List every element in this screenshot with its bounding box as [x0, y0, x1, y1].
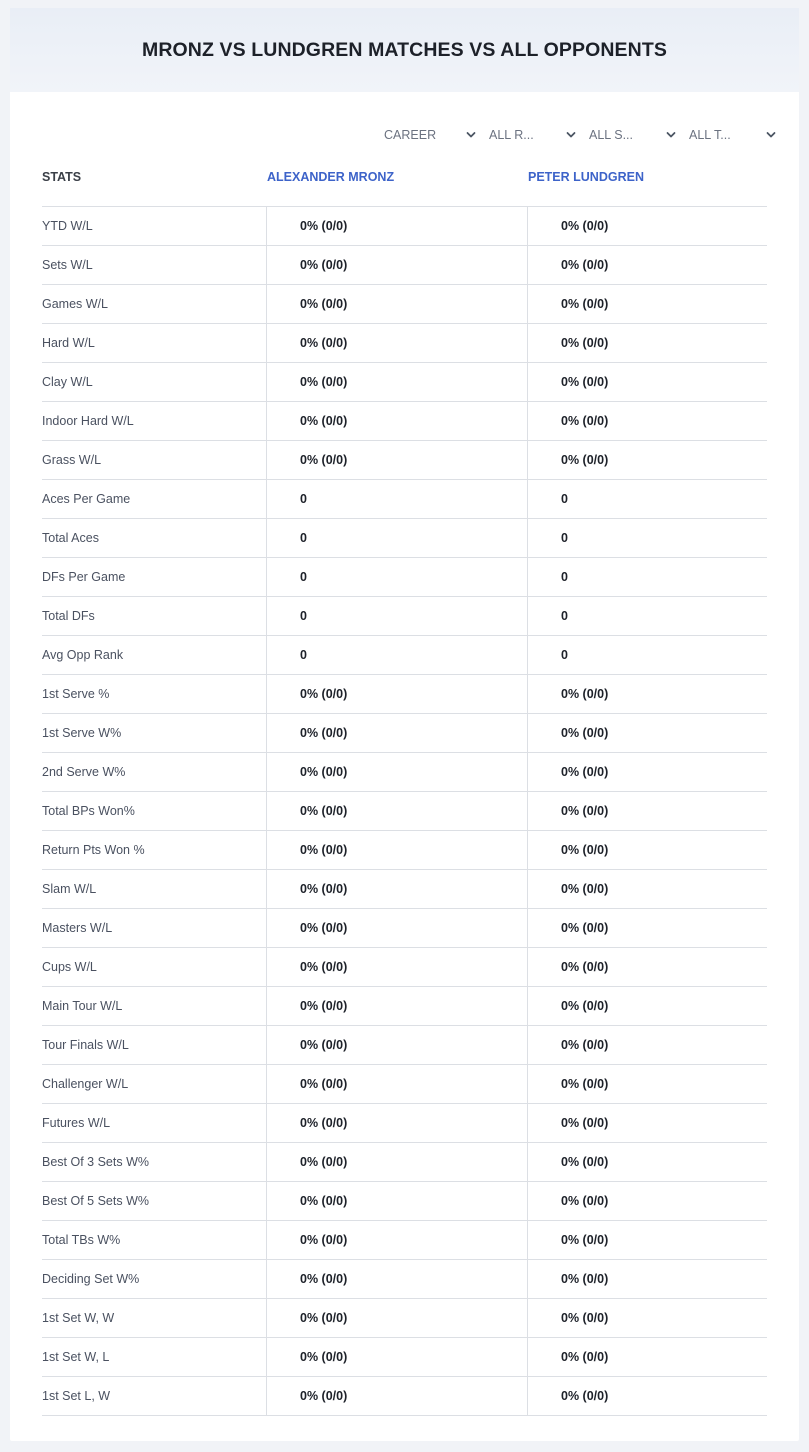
stat-label: Futures W/L [42, 1116, 111, 1130]
player2-stat-value: 0 [527, 519, 767, 557]
player1-stat-value: 0% (0/0) [266, 1104, 527, 1142]
player2-stat-value: 0% (0/0) [527, 1260, 767, 1298]
table-row [42, 1299, 767, 1338]
stat-label: Total TBs W% [42, 1233, 121, 1247]
player2-stat-value: 0% (0/0) [527, 285, 767, 323]
player1-stat-value: 0% (0/0) [266, 792, 527, 830]
table-row [42, 519, 767, 558]
stat-label: Indoor Hard W/L [42, 414, 134, 428]
stat-label: DFs Per Game [42, 570, 126, 584]
filter-label: ALL R... [489, 128, 534, 142]
player2-stat-value: 0% (0/0) [527, 1299, 767, 1337]
player2-stat-value: 0% (0/0) [527, 324, 767, 362]
table-row [42, 558, 767, 597]
player2-stat-value: 0% (0/0) [527, 363, 767, 401]
stat-label: Hard W/L [42, 336, 95, 350]
player1-stat-value: 0% (0/0) [266, 753, 527, 791]
table-row [42, 207, 767, 246]
player1-stat-value: 0% (0/0) [266, 1299, 527, 1337]
filter-period-select[interactable] [384, 125, 476, 145]
stat-label: Avg Opp Rank [42, 648, 124, 662]
table-row [42, 1065, 767, 1104]
player1-stat-value: 0% (0/0) [266, 1026, 527, 1064]
player2-stat-value: 0% (0/0) [527, 1104, 767, 1142]
player2-stat-value: 0% (0/0) [527, 1221, 767, 1259]
column-header-player1-link[interactable]: ALEXANDER MRONZ [267, 170, 395, 184]
player2-stat-value: 0% (0/0) [527, 1026, 767, 1064]
player2-stat-value: 0 [527, 480, 767, 518]
table-row [42, 480, 767, 519]
player1-stat-value: 0 [266, 558, 527, 596]
table-row [42, 1182, 767, 1221]
stat-label: Total DFs [42, 609, 95, 623]
player1-stat-value: 0 [266, 636, 527, 674]
stats-table [42, 206, 767, 1416]
stat-label: 1st Set W, L [42, 1350, 110, 1364]
column-header-player2-link[interactable]: PETER LUNDGREN [528, 170, 644, 184]
player2-stat-value: 0% (0/0) [527, 792, 767, 830]
player1-stat-value: 0% (0/0) [266, 870, 527, 908]
player2-stat-value: 0% (0/0) [527, 1065, 767, 1103]
player2-stat-value: 0% (0/0) [527, 1377, 767, 1415]
table-row [42, 948, 767, 987]
filter-tournament-select[interactable] [676, 125, 776, 145]
player2-stat-value: 0% (0/0) [527, 948, 767, 986]
stat-label: Return Pts Won % [42, 843, 145, 857]
stat-label: Aces Per Game [42, 492, 131, 506]
player1-stat-value: 0 [266, 597, 527, 635]
chevron-down-icon [566, 130, 576, 140]
player2-stat-value: 0% (0/0) [527, 714, 767, 752]
player2-stat-value: 0% (0/0) [527, 207, 767, 245]
player1-stat-value: 0% (0/0) [266, 207, 527, 245]
table-row [42, 987, 767, 1026]
player2-stat-value: 0% (0/0) [527, 909, 767, 947]
table-row [42, 909, 767, 948]
player2-stat-value: 0% (0/0) [527, 402, 767, 440]
player1-stat-value: 0% (0/0) [266, 1338, 527, 1376]
stat-label: Main Tour W/L [42, 999, 123, 1013]
chevron-down-icon [466, 130, 476, 140]
table-row [42, 402, 767, 441]
stat-label: Total BPs Won% [42, 804, 135, 818]
player2-stat-value: 0% (0/0) [527, 1338, 767, 1376]
chevron-down-icon [766, 130, 776, 140]
stat-label: 1st Set W, W [42, 1311, 115, 1325]
card-header [10, 8, 799, 92]
table-row [42, 636, 767, 675]
table-row [42, 597, 767, 636]
table-row [42, 324, 767, 363]
stat-label: 2nd Serve W% [42, 765, 126, 779]
table-row [42, 441, 767, 480]
player1-stat-value: 0% (0/0) [266, 441, 527, 479]
stat-label: Slam W/L [42, 882, 97, 896]
table-row [42, 831, 767, 870]
player2-stat-value: 0% (0/0) [527, 1182, 767, 1220]
player2-stat-value: 0% (0/0) [527, 246, 767, 284]
stat-label: Clay W/L [42, 375, 93, 389]
table-row [42, 1221, 767, 1260]
table-row [42, 714, 767, 753]
stat-label: Games W/L [42, 297, 108, 311]
table-row [42, 1260, 767, 1299]
player1-stat-value: 0% (0/0) [266, 324, 527, 362]
table-row [42, 1026, 767, 1065]
table-row [42, 246, 767, 285]
player2-stat-value: 0% (0/0) [527, 987, 767, 1025]
stat-label: 1st Set L, W [42, 1389, 111, 1403]
stat-label: Best Of 5 Sets W% [42, 1194, 149, 1208]
filter-round-select[interactable] [476, 125, 576, 145]
stat-label: Grass W/L [42, 453, 102, 467]
stat-label: Sets W/L [42, 258, 93, 272]
player2-stat-value: 0% (0/0) [527, 441, 767, 479]
player1-stat-value: 0 [266, 480, 527, 518]
player1-stat-value: 0% (0/0) [266, 1182, 527, 1220]
player1-stat-value: 0% (0/0) [266, 1221, 527, 1259]
filter-label: CAREER [384, 128, 437, 142]
stat-label: 1st Serve W% [42, 726, 122, 740]
player2-stat-value: 0% (0/0) [527, 753, 767, 791]
stat-label: Masters W/L [42, 921, 113, 935]
player1-stat-value: 0% (0/0) [266, 831, 527, 869]
player2-stat-value: 0 [527, 636, 767, 674]
filter-surface-select[interactable] [576, 125, 676, 145]
stat-label: Best Of 3 Sets W% [42, 1155, 149, 1169]
player1-stat-value: 0% (0/0) [266, 402, 527, 440]
player1-stat-value: 0% (0/0) [266, 1065, 527, 1103]
table-row [42, 1104, 767, 1143]
player1-stat-value: 0% (0/0) [266, 246, 527, 284]
stat-label: Deciding Set W% [42, 1272, 140, 1286]
table-row [42, 363, 767, 402]
player1-stat-value: 0% (0/0) [266, 1143, 527, 1181]
player2-stat-value: 0 [527, 597, 767, 635]
player1-stat-value: 0% (0/0) [266, 948, 527, 986]
stat-label: Challenger W/L [42, 1077, 129, 1091]
chevron-down-icon [666, 130, 676, 140]
table-row [42, 870, 767, 909]
player2-stat-value: 0% (0/0) [527, 831, 767, 869]
page-title: MRONZ VS LUNDGREN MATCHES VS ALL OPPONENTS [142, 38, 667, 61]
table-row [42, 792, 767, 831]
player1-stat-value: 0% (0/0) [266, 714, 527, 752]
player1-stat-value: 0 [266, 519, 527, 557]
player1-stat-value: 0% (0/0) [266, 987, 527, 1025]
filter-bar [384, 125, 776, 145]
stats-card [10, 8, 799, 1441]
player1-stat-value: 0% (0/0) [266, 285, 527, 323]
player1-stat-value: 0% (0/0) [266, 1377, 527, 1415]
player1-stat-value: 0% (0/0) [266, 363, 527, 401]
stat-label: Cups W/L [42, 960, 97, 974]
player2-stat-value: 0% (0/0) [527, 675, 767, 713]
stat-label: YTD W/L [42, 219, 93, 233]
filter-label: ALL S... [589, 128, 634, 142]
stat-label: 1st Serve % [42, 687, 110, 701]
column-header-stats: STATS [42, 170, 82, 184]
table-row [42, 1377, 767, 1416]
table-row [42, 753, 767, 792]
player2-stat-value: 0% (0/0) [527, 870, 767, 908]
player1-stat-value: 0% (0/0) [266, 675, 527, 713]
table-row [42, 285, 767, 324]
player1-stat-value: 0% (0/0) [266, 1260, 527, 1298]
player1-stat-value: 0% (0/0) [266, 909, 527, 947]
table-row [42, 675, 767, 714]
player2-stat-value: 0% (0/0) [527, 1143, 767, 1181]
filter-label: ALL T... [689, 128, 731, 142]
table-row [42, 1338, 767, 1377]
table-header [42, 170, 767, 206]
stat-label: Tour Finals W/L [42, 1038, 129, 1052]
player2-stat-value: 0 [527, 558, 767, 596]
table-row [42, 1143, 767, 1182]
stat-label: Total Aces [42, 531, 99, 545]
